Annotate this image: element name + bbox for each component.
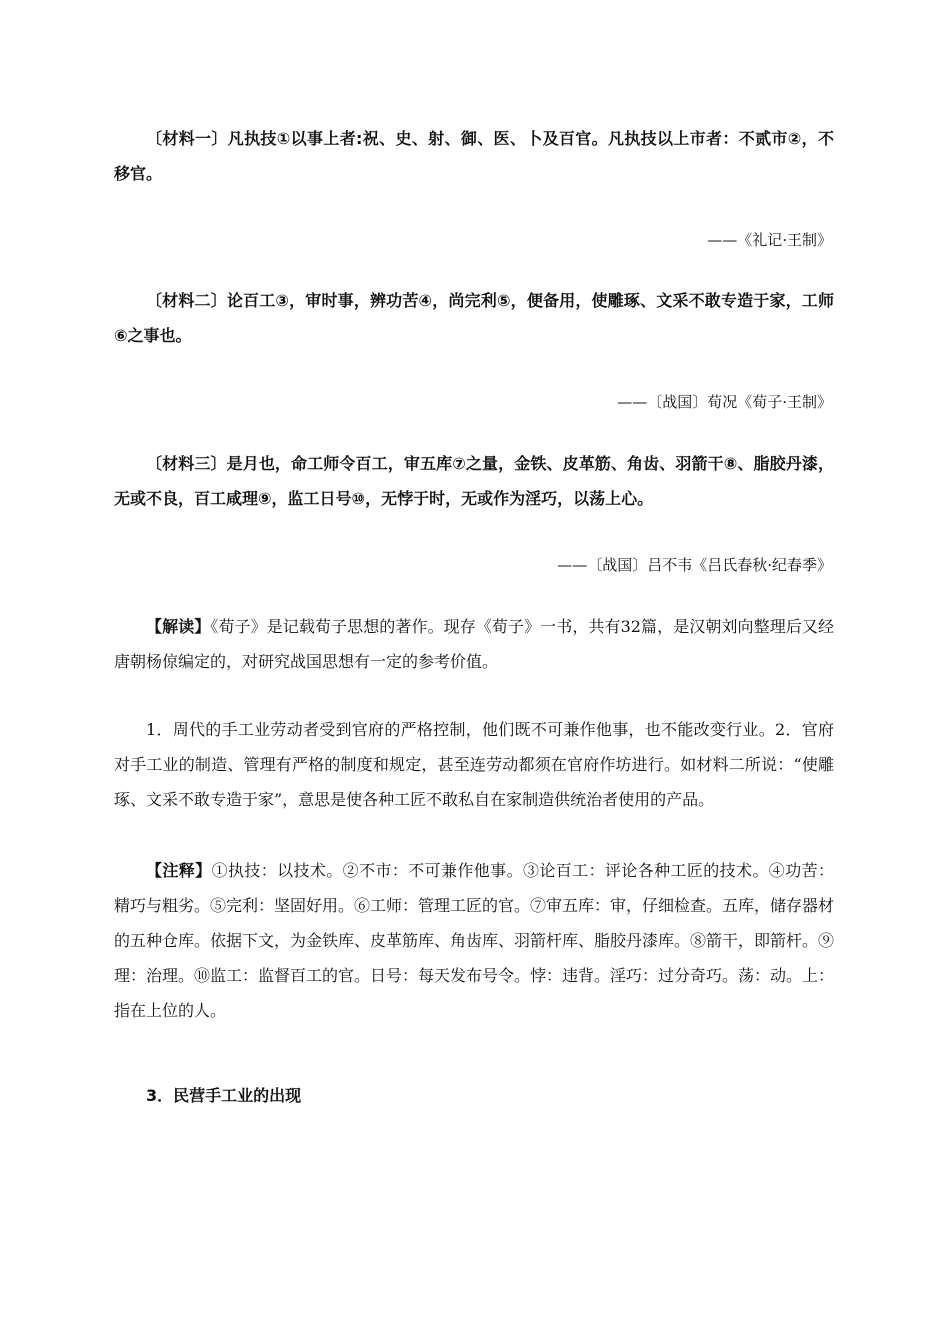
interpretation-label: 【解读】 [146, 617, 211, 636]
section-heading: 3．民营手工业的出现 [146, 1086, 302, 1105]
interpretation-paragraph [114, 609, 834, 679]
interpretation-text: 《荀子》是记载荀子思想的著作。现存《荀子》一书，共有32篇，是汉朝刘向整理后又经唐朝杨倞编定的，对研究战国思想有一定的参考价值。 [114, 617, 834, 671]
material-two-source: ——〔战国〕荀况《荀子·王制》 [617, 393, 832, 411]
material-one-source: ——《礼记·王制》 [707, 231, 832, 249]
material-one-text: 〔材料一〕凡执技①以事上者:祝、史、射、御、医、卜及百官。凡执技以上市者：不贰市②，不移官。 [114, 129, 834, 183]
analysis-paragraph: 1．周代的手工业劳动者受到官府的严格控制，他们既不可兼作他事，也不能改变行业。2．官府对手工业的制造、管理有严格的制度和规定，甚至连劳动都须在官府作坊进行。如材料二所说：“使雕琢、文采不敢专造于家”，意思是使各种工匠不敢私自在家制造供统治者使用的产品。 [114, 720, 834, 809]
notes-label: 【注释】 [146, 861, 212, 880]
notes-text: ①执技：以技术。②不市：不可兼作他事。③论百工：评论各种工匠的技术。④功苦：精巧与粗劣。⑤完利：坚固好用。⑥工师：管理工匠的官。⑦审五库：审，仔细检查。五库，储存器材的五种仓库。依据下文，为金铁库、皮革筋库、角齿库、羽箭杆库、脂胶丹漆库。⑧箭干，即箭杆。⑨理：治理。⑩监工：监督百工的官。日号：每天发布号令。悖：违背。淫巧：过分奇巧。荡：动。上：指在上位的人。 [114, 861, 835, 1020]
notes-paragraph [114, 853, 834, 1028]
material-two-text: 〔材料二〕论百工③，审时事，辨功苦④，尚完利⑤，便备用，使雕琢、文采不敢专造于家，工师⑥之事也。 [114, 291, 834, 345]
material-three-text: 〔材料三〕是月也，命工师令百工，审五库⑦之量，金铁、皮革筋、角齿、羽箭干⑧、脂胶丹漆，无或不良，百工咸理⑨，监工日号⑩，无悖于时，无或作为淫巧，以荡上心。 [114, 454, 834, 508]
material-three-source: ——〔战国〕吕不韦《吕氏春秋·纪春季》 [557, 556, 832, 574]
